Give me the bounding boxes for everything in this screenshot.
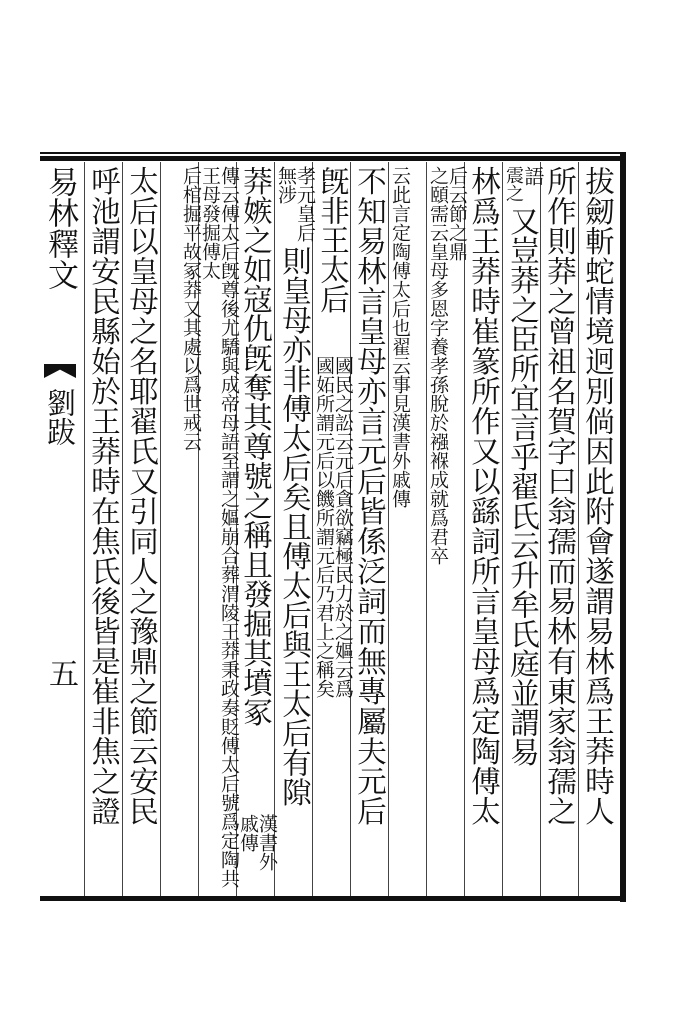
text-column-13: 呼池謂安民縣始於王莽時在焦氏後皆是崔非焦之證 — [87, 166, 121, 826]
top-border-thick — [40, 156, 626, 161]
inline-note-right: 語 — [521, 166, 545, 186]
right-border — [620, 152, 626, 902]
book-title: 易林釋文 — [42, 166, 78, 290]
page-margin — [40, 166, 80, 892]
inline-note — [314, 356, 352, 698]
inline-note — [503, 166, 545, 206]
note-line — [409, 166, 428, 892]
note-line: 傳云傅太后旣尊後尤驕與成帝母語至謂之嫗崩合葬渭陵王莽秉政奏貶傅太后號爲定陶共王母發掘傅太 — [199, 166, 240, 888]
note-line: 漢書外 — [256, 814, 278, 871]
text-column-10 — [238, 166, 276, 892]
main-text: 則皇母亦非傅太后矣且傅太后與王太后有隙 — [278, 246, 312, 807]
main-text: 旣非王太后 — [316, 166, 350, 314]
inline-note — [238, 814, 276, 871]
note-line: 無涉 — [275, 166, 297, 204]
author-label: 劉跋 — [43, 388, 77, 446]
fish-tail-mark — [44, 364, 76, 378]
text-column-1: 拔劒斬蛇情境迥別倘因此附會遂謂易林爲王莽時人 — [581, 166, 615, 826]
page-number: 五 — [43, 658, 78, 688]
inline-note-left: 震之 — [503, 166, 524, 202]
note-line: 后棺掘平故冢莽又其處以爲世戒云 — [180, 166, 202, 451]
note-line: 戚傳 — [237, 814, 259, 852]
text-column-12: 太后以皇母之名耶翟氏又引同人之豫鼎之節云安民 — [125, 166, 159, 826]
main-text: 莽嫉之如寇仇旣奪其尊號之稱且發掘其墳冢 — [239, 166, 273, 727]
note-line: 國民之訟云元后貪欲竊極民力於之嫗云爲 — [332, 356, 354, 698]
note-column-6 — [390, 166, 428, 892]
text-column-3 — [503, 166, 545, 892]
note-column-11 — [162, 166, 238, 892]
top-border-thin — [40, 152, 626, 154]
inline-note — [276, 166, 314, 246]
bottom-border — [40, 896, 626, 901]
text-column-7: 不知易林言皇母亦言元后皆係泛詞而無專屬夫元后 — [353, 166, 387, 826]
note-line: 云此言定陶傅太后也翟云事見漢書外戚傳 — [389, 166, 411, 508]
note-column-5 — [428, 166, 466, 892]
text-column-8 — [314, 166, 352, 892]
main-text: 又豈莽之臣所宜言乎翟氏云升牟氏庭並謂易 — [506, 206, 540, 767]
note-line: 國妬所謂元后以饑所謂元后乃君上之稱矣 — [313, 356, 335, 698]
note-line: 后云節之鼎 — [446, 166, 468, 261]
text-column-4: 林爲王莽時崔篆所作又以繇詞所言皇母爲定陶傅太 — [467, 166, 501, 826]
text-column-2: 所作則莽之曾祖名賀字曰翁孺而易林有東家翁孺之 — [543, 166, 577, 826]
text-column-9 — [276, 166, 314, 892]
note-line: 孝元皇后 — [294, 166, 316, 242]
note-line: 之頤需云皇母多恩字養孝孫脫於襁褓成就爲君卒 — [427, 166, 449, 565]
